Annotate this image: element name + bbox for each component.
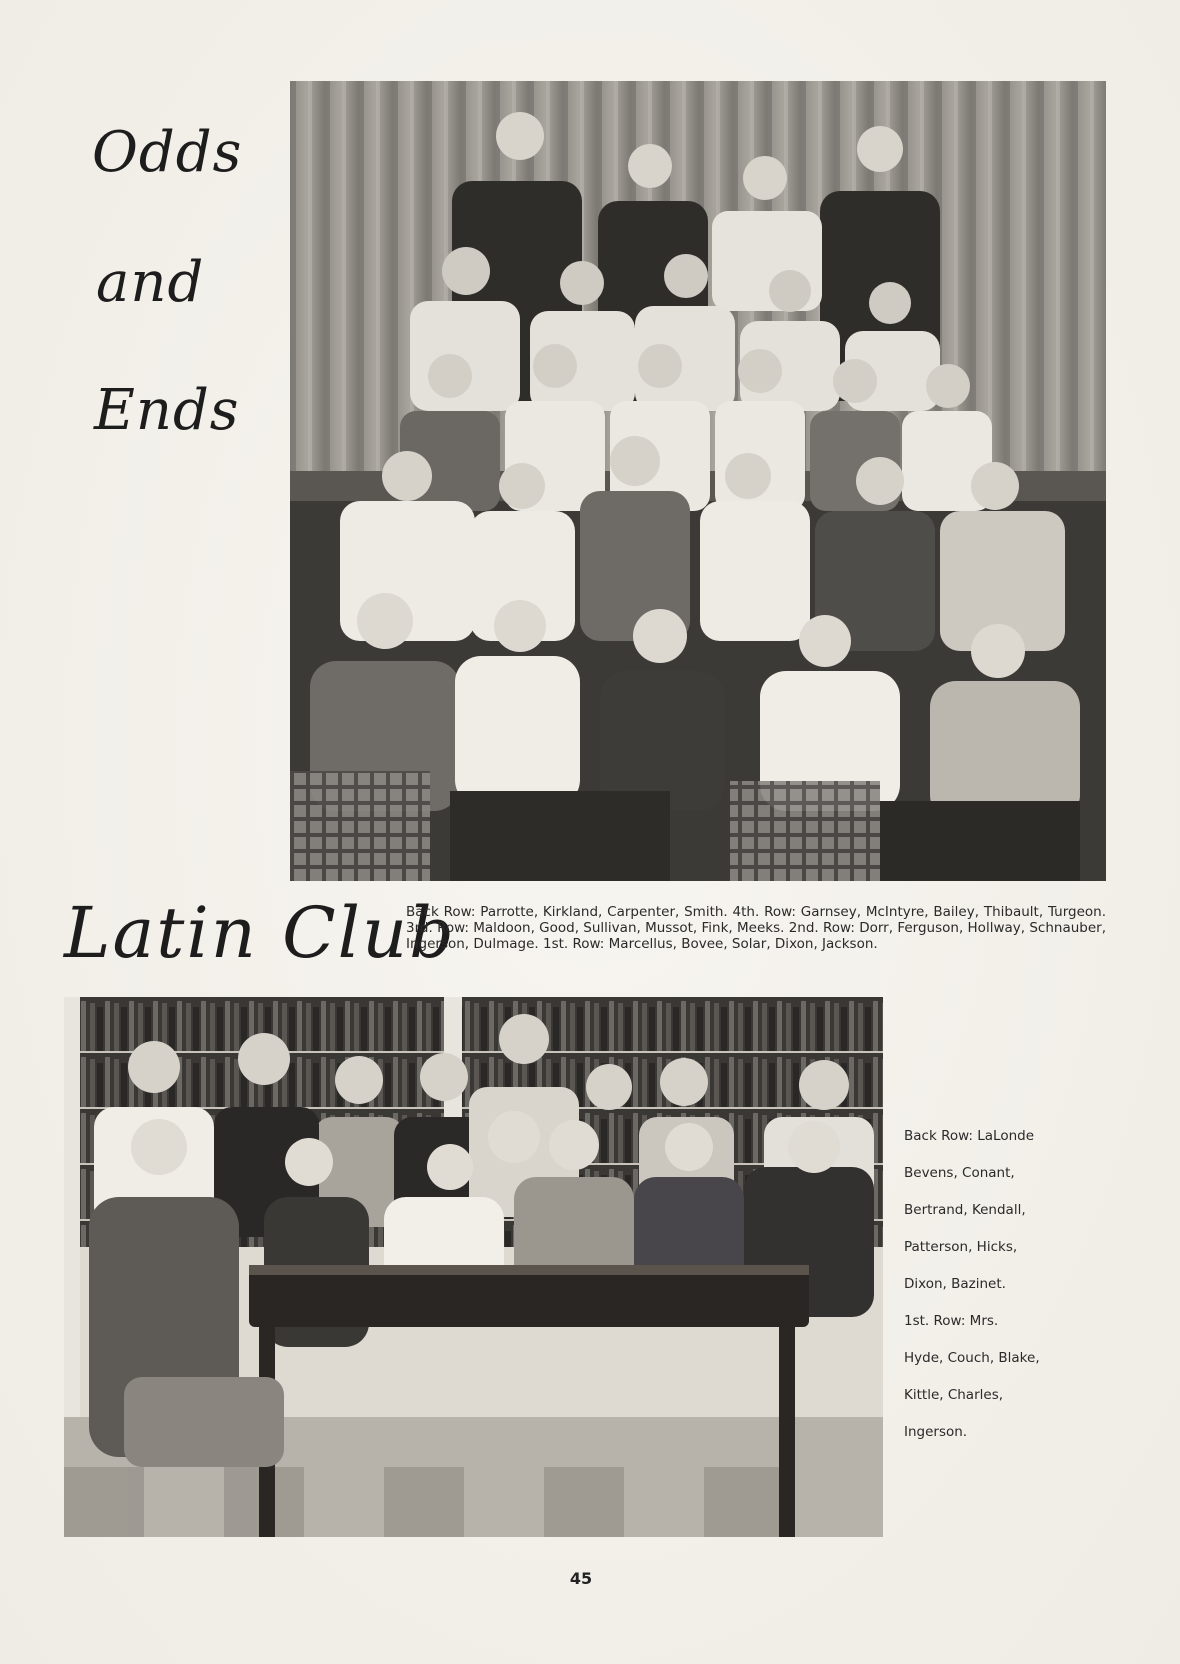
club-title: Latin Club xyxy=(64,892,456,974)
library-photo-illustration xyxy=(64,997,883,1537)
caption-line: Kittle, Charles, xyxy=(904,1387,1004,1403)
caption-line: 1st. Row: Mrs. xyxy=(904,1313,999,1329)
library-group-photo xyxy=(64,997,883,1537)
page-number: 45 xyxy=(569,1569,593,1588)
caption-line: Bertrand, Kendall, xyxy=(904,1202,1026,1218)
heading-ends: Ends xyxy=(94,378,240,443)
caption-line: Ingerson. xyxy=(904,1424,968,1440)
latin-club-group-photo xyxy=(290,81,1106,881)
caption-line: Bevens, Conant, xyxy=(904,1165,1015,1181)
top-photo-caption: Back Row: Parrotte, Kirkland, Carpenter, Smith. 4th. Row: Garnsey, McIntyre, Bailey, Thibault, Turgeon. 3rd. Row: Maldoon, Good, Sullivan, Mussot, Fink, Meeks. 2nd. Row: Dorr, Ferguson, Hollway, Schnauber, Ingerson, Dulmage. 1st. Row: Marcellus, Bovee, Solar, Dixon, Jackson. xyxy=(406,904,1106,952)
caption-line: Patterson, Hicks, xyxy=(904,1239,1018,1255)
heading-odds: Odds xyxy=(92,120,243,185)
heading-and: and xyxy=(96,250,205,315)
bottom-photo-caption xyxy=(904,1126,1104,1459)
group-photo-illustration xyxy=(290,81,1106,881)
caption-line: Back Row: LaLonde xyxy=(904,1128,1035,1144)
caption-line: Hyde, Couch, Blake, xyxy=(904,1350,1040,1366)
caption-line: Dixon, Bazinet. xyxy=(904,1276,1006,1292)
